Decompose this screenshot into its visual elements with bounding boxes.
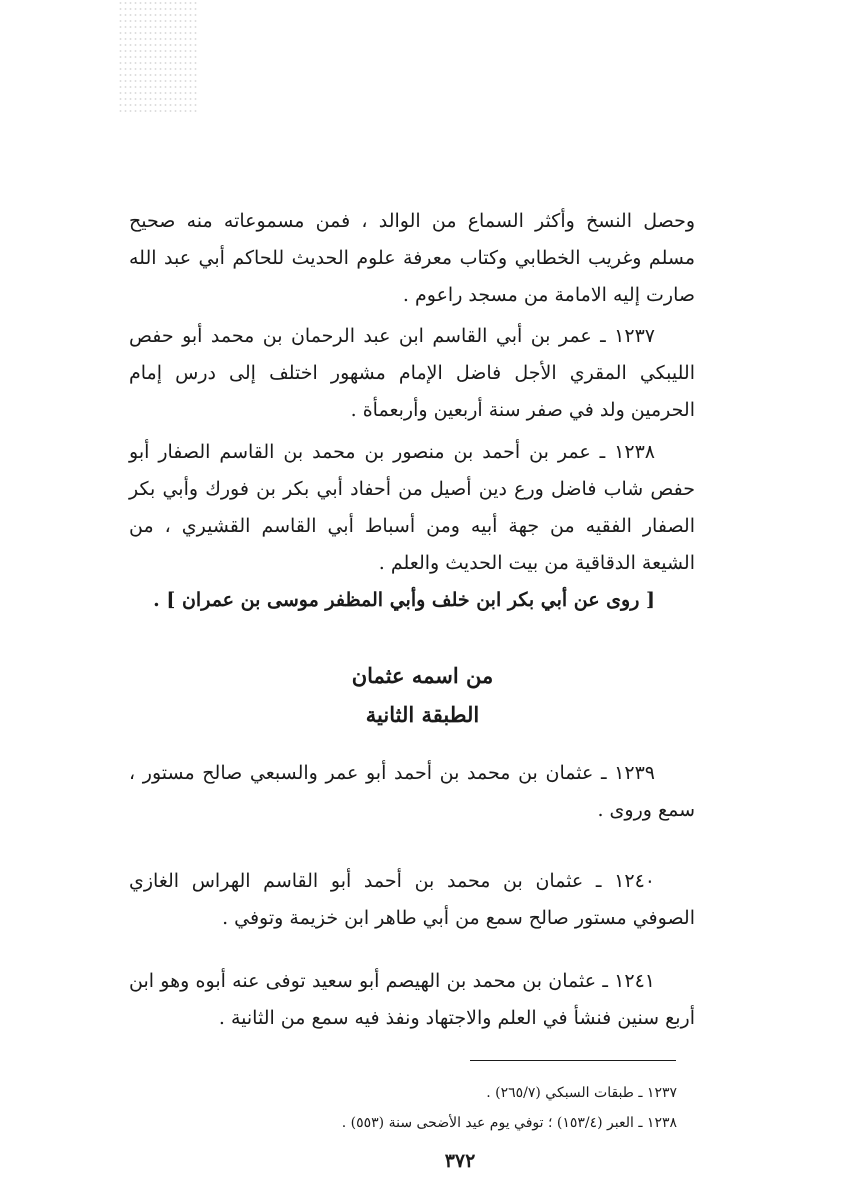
footnote-1238: ١٢٣٨ ـ العبر (١٥٣/٤) ؛ توفي يوم عيد الأضحى سنة (٥٥٣) . bbox=[341, 1115, 677, 1131]
entry-1238 bbox=[129, 434, 695, 619]
entry-text: ١٢٤٠ ـ عثمان بن محمد بن أحمد أبو القاسم الهراس الغازي الصوفي مستور صالح سمع من أبي طاهر ابن خزيمة وتوفي . bbox=[129, 870, 695, 929]
section-subheading: الطبقة الثانية bbox=[365, 702, 480, 727]
section-heading: من اسمه عثمان bbox=[351, 663, 494, 688]
scan-noise bbox=[118, 0, 198, 115]
entry-text: ١٢٤١ ـ عثمان بن محمد بن الهيصم أبو سعيد توفى عنه أبوه وهو ابن أربع سنين فنشأ في العلم والاجتهاد ونفذ فيه سمع من الثانية . bbox=[129, 970, 695, 1029]
entry-text: ١٢٣٩ ـ عثمان بن محمد بن أحمد أبو عمر والسبعي صالح مستور ، سمع وروى . bbox=[129, 762, 695, 821]
entry-text: ١٢٣٨ ـ عمر بن أحمد بن منصور بن محمد بن القاسم الصفار أبو حفص شاب فاضل ورع دين أصيل من أحفاد أبي بكر بن فورك وأبي بكر الصفار الفقيه من جهة أبيه ومن أسباط أبي القاسم القشيري ، من الشيعة الدقاقية من بيت الحديث والعلم . bbox=[129, 441, 695, 574]
continuation-paragraph bbox=[129, 203, 695, 314]
footnote-1237: ١٢٣٧ ـ طبقات السبكي (٢٦٥/٧) . bbox=[486, 1085, 677, 1101]
entry-text: ١٢٣٧ ـ عمر بن أبي القاسم ابن عبد الرحمان بن محمد أبو حفص الليبكي المقري الأجل فاضل الإمام مشهور اختلف إلى درس إمام الحرمين ولد في صفر سنة أربعين وأربعمأة . bbox=[129, 325, 695, 421]
page-number: ٣٧٢ bbox=[444, 1150, 476, 1172]
footnotes bbox=[137, 1078, 677, 1138]
entry-1240 bbox=[129, 863, 695, 937]
bracket-note: [ روى عن أبي بكر ابن خلف وأبي المظفر موسى بن عمران ] . bbox=[153, 589, 655, 611]
entry-1237 bbox=[129, 318, 695, 429]
entry-1241 bbox=[129, 963, 695, 1037]
footnote-divider bbox=[470, 1060, 676, 1061]
entry-1239 bbox=[129, 755, 695, 829]
paragraph-text: وحصل النسخ وأكثر السماع من الوالد ، فمن مسموعاته منه صحيح مسلم وغريب الخطابي وكتاب معرفة علوم الحديث للحاكم أبي عبد الله صارت إليه الامامة من مسجد راعوم . bbox=[129, 210, 695, 306]
